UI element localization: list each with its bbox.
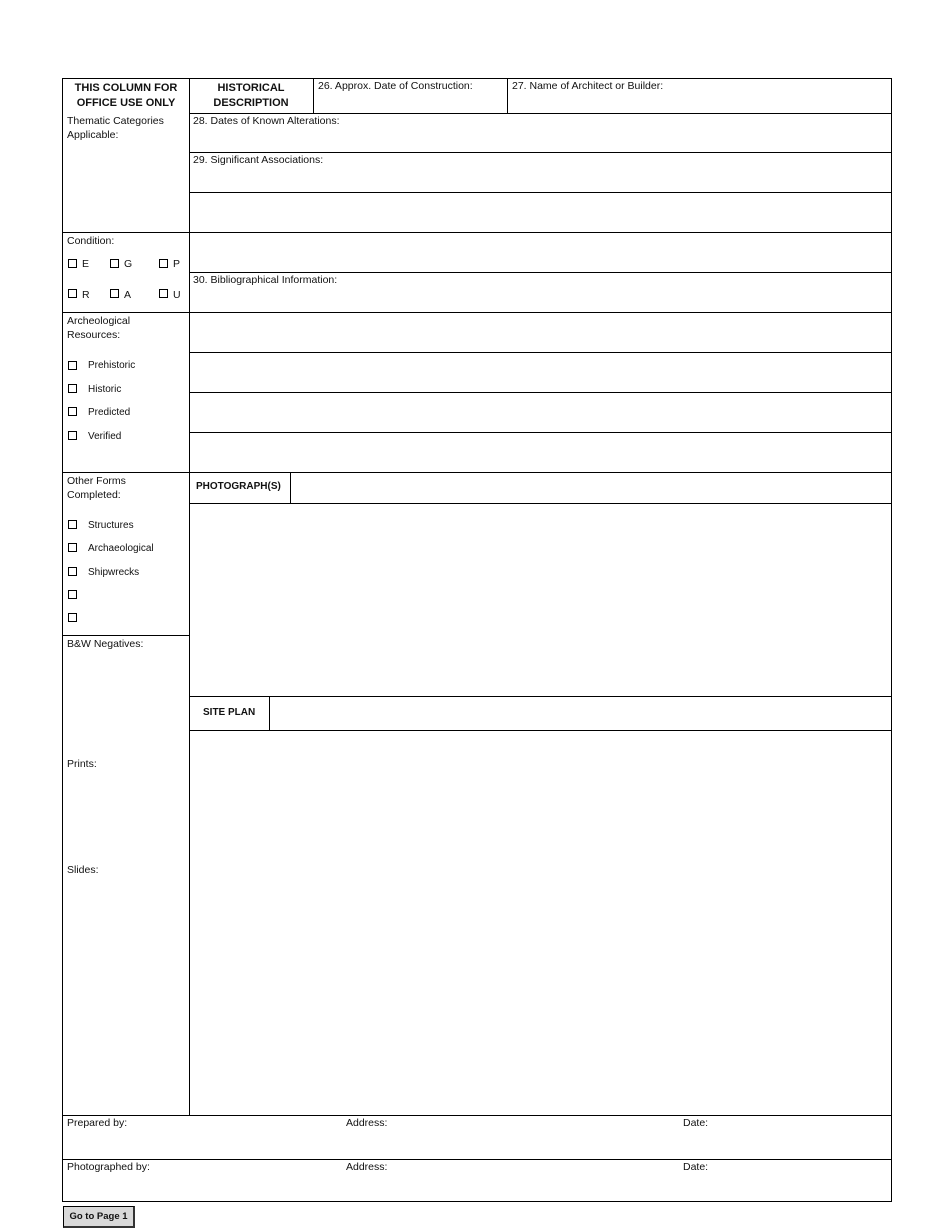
significant-associations-input[interactable] xyxy=(190,167,891,272)
condition-checkbox-p[interactable] xyxy=(159,259,168,268)
photograph-area[interactable] xyxy=(190,504,891,696)
site-plan-area[interactable] xyxy=(190,731,891,1115)
archeo-checkbox-verified[interactable] xyxy=(68,431,77,440)
condition-checkbox-r[interactable] xyxy=(68,289,77,298)
photo-label-divider xyxy=(290,472,291,503)
architect-builder-input[interactable] xyxy=(508,93,891,113)
condition-option-e: E xyxy=(82,258,90,270)
forms-option-archaeological: Archaeological xyxy=(88,543,154,554)
field-29-label: 29. Significant Associations: xyxy=(193,154,324,166)
photographed-address-label: Address: xyxy=(346,1161,388,1173)
historical-description-header: HISTORICAL DESCRIPTION xyxy=(213,82,289,109)
condition-option-r: R xyxy=(82,289,90,301)
photographed-by-input[interactable] xyxy=(63,1175,343,1201)
condition-checkbox-a[interactable] xyxy=(110,289,119,298)
archeo-option-predicted: Predicted xyxy=(88,407,131,418)
bibliographical-info-input[interactable] xyxy=(190,287,891,472)
forms-checkbox-shipwrecks[interactable] xyxy=(68,567,77,576)
thematic-categories-label: Thematic Categories Applicable: xyxy=(67,115,164,141)
row-line xyxy=(189,696,892,697)
archeo-checkbox-prehistoric[interactable] xyxy=(68,361,77,370)
photographed-date-label: Date: xyxy=(683,1161,709,1173)
prints-label: Prints: xyxy=(67,758,97,770)
prepared-by-input[interactable] xyxy=(63,1131,343,1158)
row-line xyxy=(62,1159,892,1160)
row-line xyxy=(62,1115,892,1116)
forms-option-shipwrecks: Shipwrecks xyxy=(88,567,140,578)
field-30-label: 30. Bibliographical Information: xyxy=(193,274,338,286)
archeo-option-verified: Verified xyxy=(88,431,122,442)
office-use-header: THIS COLUMN FOR OFFICE USE ONLY xyxy=(74,82,178,109)
archeo-option-historic: Historic xyxy=(88,384,122,395)
siteplan-label-divider xyxy=(269,696,270,730)
row-line xyxy=(62,635,189,636)
prepared-date-label: Date: xyxy=(683,1117,709,1129)
forms-checkbox-blank-1[interactable] xyxy=(68,590,77,599)
field-28-label: 28. Dates of Known Alterations: xyxy=(193,115,340,127)
condition-checkbox-e[interactable] xyxy=(68,259,77,268)
prints-input[interactable] xyxy=(63,772,188,860)
archeological-resources-label: Archeological Resources: xyxy=(67,315,131,341)
condition-checkbox-u[interactable] xyxy=(159,289,168,298)
field-26-label: 26. Approx. Date of Construction: xyxy=(318,80,473,92)
construction-date-input[interactable] xyxy=(314,93,507,113)
prepared-by-label: Prepared by: xyxy=(67,1117,128,1129)
slides-input[interactable] xyxy=(63,878,188,1114)
archeo-option-prehistoric: Prehistoric xyxy=(88,360,136,371)
row-line xyxy=(62,472,892,473)
thematic-categories-input[interactable] xyxy=(63,145,188,231)
photographed-address-input[interactable] xyxy=(343,1175,680,1201)
condition-checkbox-g[interactable] xyxy=(110,259,119,268)
condition-option-u: U xyxy=(173,289,181,301)
other-forms-label: Other Forms Completed: xyxy=(67,475,126,501)
prepared-address-label: Address: xyxy=(346,1117,388,1129)
prepared-date-input[interactable] xyxy=(680,1131,891,1158)
forms-option-structures: Structures xyxy=(88,520,134,531)
archeo-checkbox-historic[interactable] xyxy=(68,384,77,393)
prepared-address-input[interactable] xyxy=(343,1131,680,1158)
forms-checkbox-blank-2[interactable] xyxy=(68,613,77,622)
condition-option-a: A xyxy=(124,289,132,301)
go-to-page-1-button[interactable]: Go to Page 1 xyxy=(63,1206,135,1228)
condition-option-g: G xyxy=(124,258,133,270)
forms-checkbox-structures[interactable] xyxy=(68,520,77,529)
archeo-checkbox-predicted[interactable] xyxy=(68,407,77,416)
bw-negatives-label: B&W Negatives: xyxy=(67,638,144,650)
photographed-date-input[interactable] xyxy=(680,1175,891,1201)
known-alterations-input[interactable] xyxy=(190,128,891,152)
forms-checkbox-archaeological[interactable] xyxy=(68,543,77,552)
field-27-label: 27. Name of Architect or Builder: xyxy=(512,80,664,92)
condition-option-p: P xyxy=(173,258,181,270)
photographed-by-label: Photographed by: xyxy=(67,1161,150,1173)
bw-negatives-input[interactable] xyxy=(63,652,188,752)
photographs-label: PHOTOGRAPH(S) xyxy=(196,481,281,492)
site-plan-label: SITE PLAN xyxy=(203,707,256,718)
slides-label: Slides: xyxy=(67,864,99,876)
condition-label: Condition: xyxy=(67,235,115,247)
